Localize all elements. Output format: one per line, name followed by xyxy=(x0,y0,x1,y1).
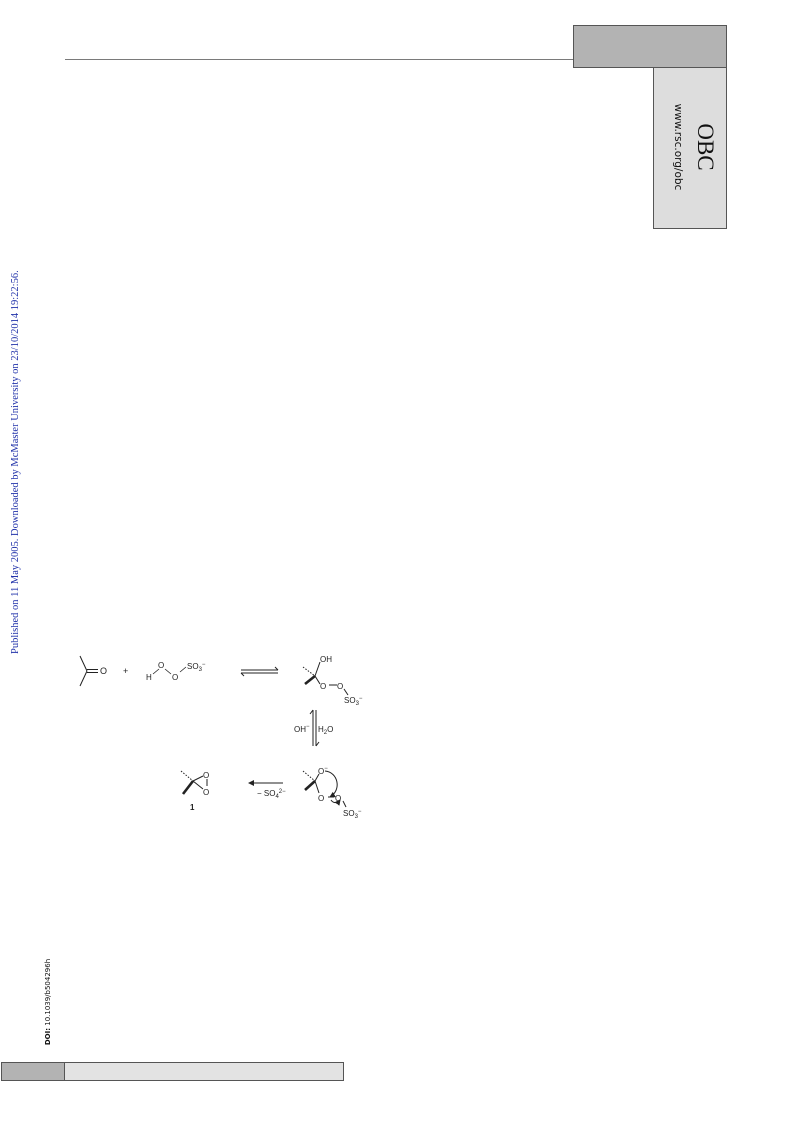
sulfonate-label-3: $SO_3^-$ xyxy=(343,809,362,820)
alkoxide-oxygen-label: O− xyxy=(318,766,328,776)
compound-number-label: 1 xyxy=(190,803,195,812)
hydroxyl-label: OH xyxy=(320,655,332,664)
sulfate-loss-label: − $SO_4^{2-}$ xyxy=(257,789,286,800)
footer-bar xyxy=(65,1062,344,1081)
doi-line xyxy=(42,947,54,1057)
journal-url[interactable]: www.rsc.org/obc xyxy=(672,103,684,191)
sulfonate-label-1: $SO_3^-$ xyxy=(187,662,206,673)
intermediate-oxygen-label-1: O xyxy=(318,794,325,803)
acetone-structure xyxy=(80,656,98,686)
plus-sign: + xyxy=(123,666,129,676)
dioxirane-formation-scheme xyxy=(70,645,380,820)
hydroxide-label: OH− xyxy=(294,724,310,734)
doi-label: DOI: xyxy=(44,1028,52,1046)
acetone-oxygen-label: O xyxy=(100,666,108,676)
water-label: $H_2O$ xyxy=(318,725,334,736)
doi-value[interactable]: 10.1039/b504296h xyxy=(44,958,52,1026)
header-tab xyxy=(573,25,727,68)
sulfonate-label-2: $SO_3^-$ xyxy=(344,696,363,707)
journal-name: OBC xyxy=(693,123,718,171)
dioxirane-oxygen-label-1: O xyxy=(203,771,210,780)
footer-tab xyxy=(1,1062,65,1081)
adduct-oxygen-label-2: O xyxy=(337,682,344,691)
hydrogen-label: H xyxy=(146,673,152,682)
adduct-oxygen-label-1: O xyxy=(320,682,327,691)
oxygen-label-1: O xyxy=(158,661,165,670)
oxygen-label-2: O xyxy=(172,673,179,682)
equilibrium-arrow xyxy=(241,667,278,676)
header-rule xyxy=(65,59,574,60)
published-download-note[interactable]: Published on 11 May 2005. Downloaded by McMaster University on 23/10/2014 19:22:56. xyxy=(10,270,21,654)
dioxirane-oxygen-label-2: O xyxy=(203,788,210,797)
intermediate-oxygen-label-2: O xyxy=(335,794,342,803)
